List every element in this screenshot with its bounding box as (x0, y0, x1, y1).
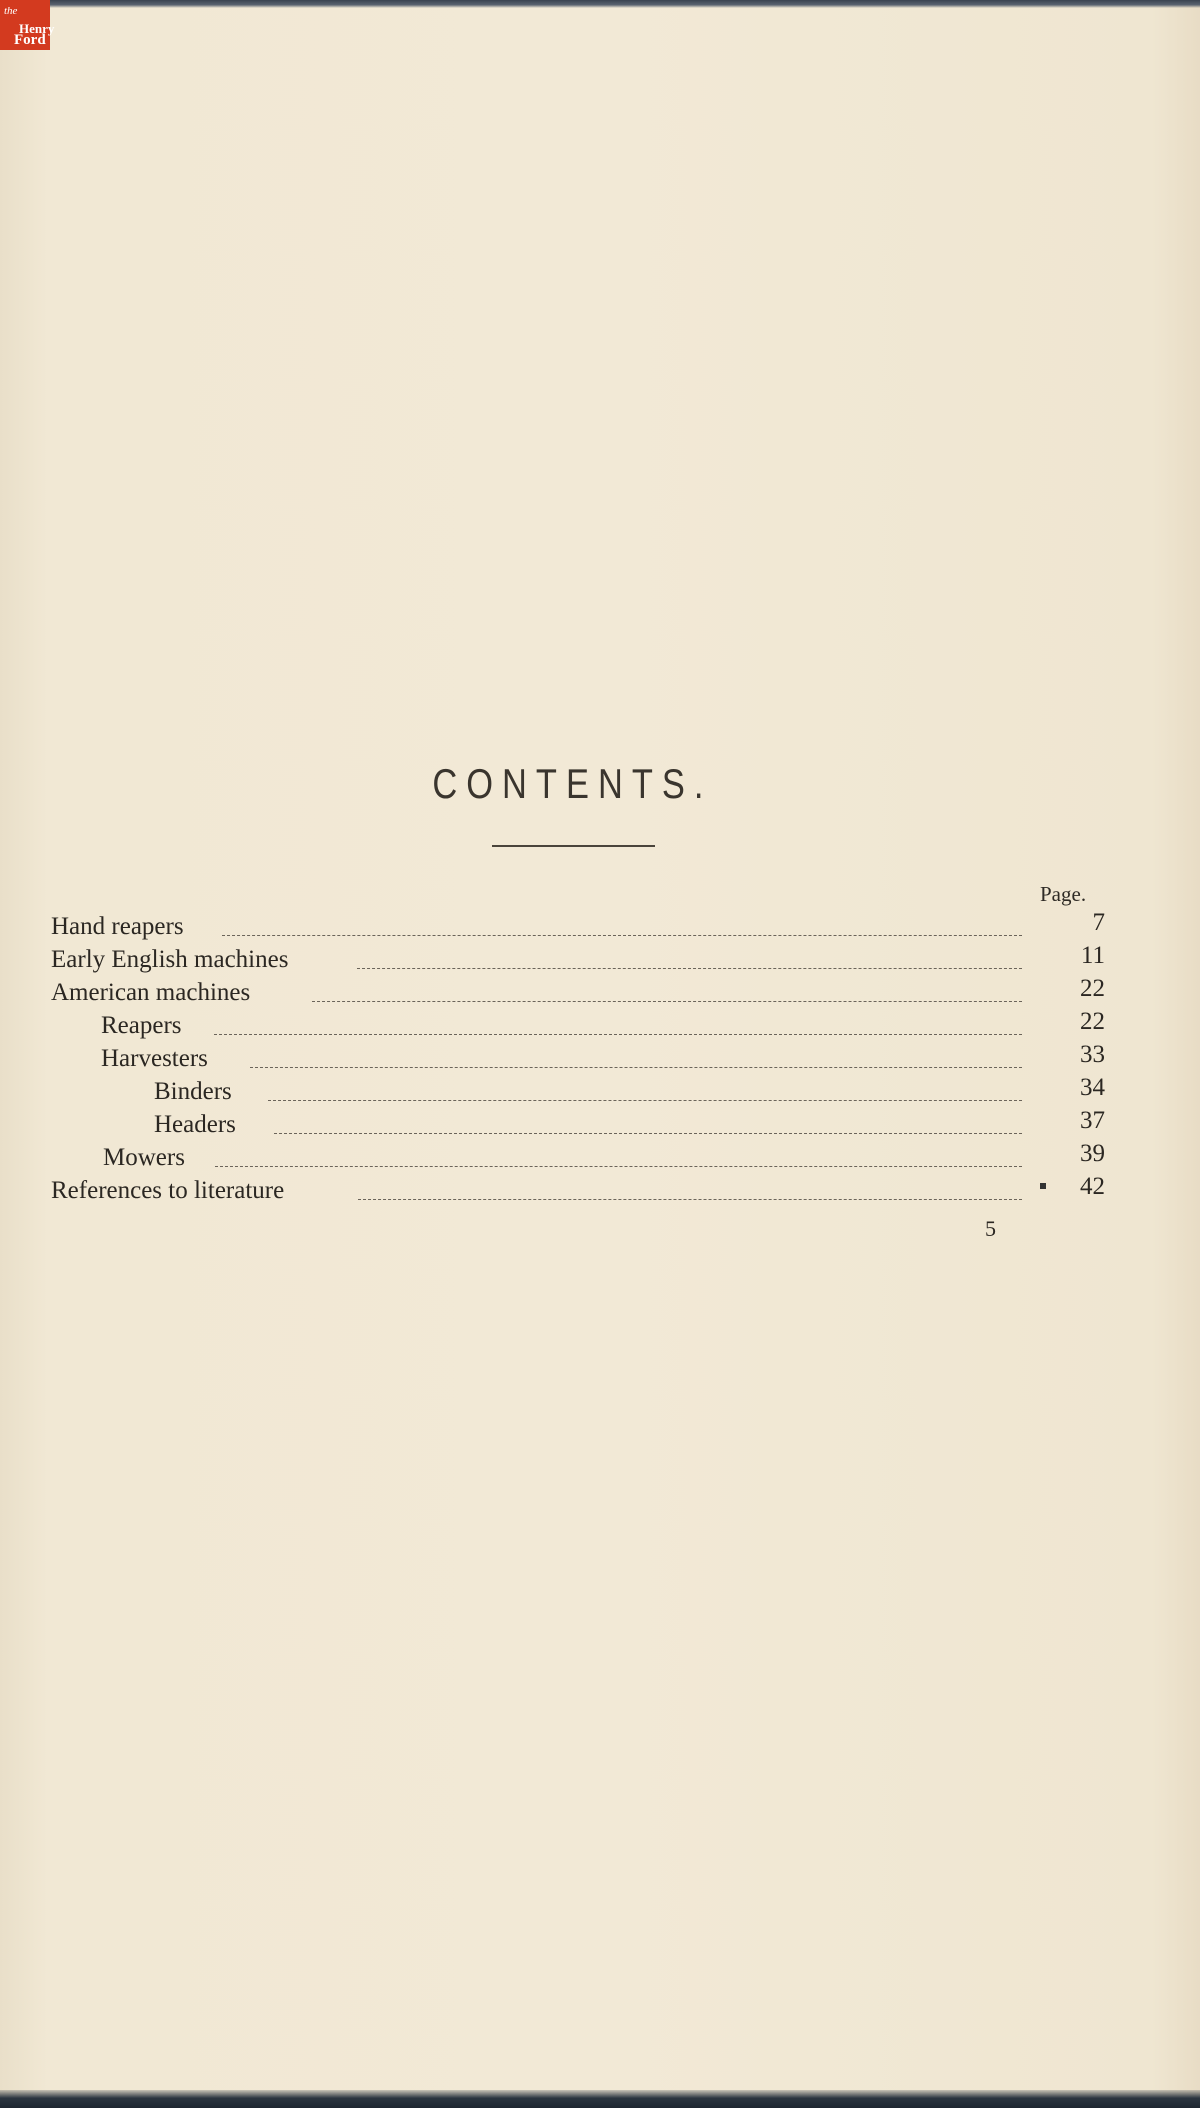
toc-entry[interactable] (0, 1074, 1200, 1111)
toc-entry[interactable] (0, 1107, 1200, 1144)
dot-leader (215, 1166, 1022, 1167)
toc-entry-label: Hand reapers (51, 913, 184, 940)
toc-entry[interactable] (0, 909, 1200, 946)
dot-leader (312, 1001, 1022, 1002)
toc-entry-page: 39 (1080, 1140, 1105, 1167)
toc-entry[interactable] (0, 975, 1200, 1012)
cover-edge-top (48, 0, 1200, 8)
page-column-heading: Page. (1040, 882, 1087, 906)
contents-title: CONTENTS. (432, 760, 713, 807)
dot-leader (222, 935, 1022, 936)
toc-entry-label: Headers (154, 1111, 236, 1138)
toc-entry-label: Early English machines (51, 946, 289, 973)
logo-line-the: the (4, 5, 18, 17)
logo-line-ford: Ford (14, 32, 46, 48)
dot-leader (358, 1199, 1022, 1200)
toc-entry[interactable] (0, 1041, 1200, 1078)
dot-leader (357, 968, 1022, 969)
toc-entry-label: Reapers (101, 1012, 182, 1039)
toc-entry-label: Harvesters (101, 1045, 208, 1072)
toc-entry-page: 33 (1080, 1041, 1105, 1068)
toc-entry-label: Mowers (103, 1144, 185, 1171)
toc-entry[interactable] (0, 1173, 1200, 1210)
title-rule (492, 845, 655, 847)
henry-ford-logo (0, 0, 55, 50)
toc-entry[interactable] (0, 1140, 1200, 1177)
toc-entry-page: 7 (1092, 909, 1105, 936)
toc-entry[interactable] (0, 942, 1200, 979)
cover-edge-bottom (0, 2090, 1200, 2108)
dot-leader (274, 1133, 1022, 1134)
dot-leader (250, 1067, 1022, 1068)
ink-mark (1040, 1183, 1046, 1189)
table-of-contents (0, 909, 1200, 1213)
toc-entry-page: 22 (1080, 975, 1105, 1002)
dot-leader (268, 1100, 1022, 1101)
logo-line-henry: Henry (19, 21, 55, 36)
toc-entry-page: 42 (1080, 1173, 1105, 1200)
toc-entry-label: American machines (51, 979, 251, 1006)
toc-entry-label: Binders (154, 1078, 232, 1105)
toc-entry-page: 22 (1080, 1008, 1105, 1035)
toc-entry[interactable] (0, 1008, 1200, 1045)
toc-entry-label: References to literature (51, 1177, 285, 1204)
page-number: 5 (985, 1216, 996, 1241)
toc-entry-page: 37 (1080, 1107, 1105, 1134)
toc-entry-page: 34 (1080, 1074, 1105, 1101)
toc-entry-page: 11 (1080, 942, 1105, 969)
dot-leader (214, 1034, 1022, 1035)
